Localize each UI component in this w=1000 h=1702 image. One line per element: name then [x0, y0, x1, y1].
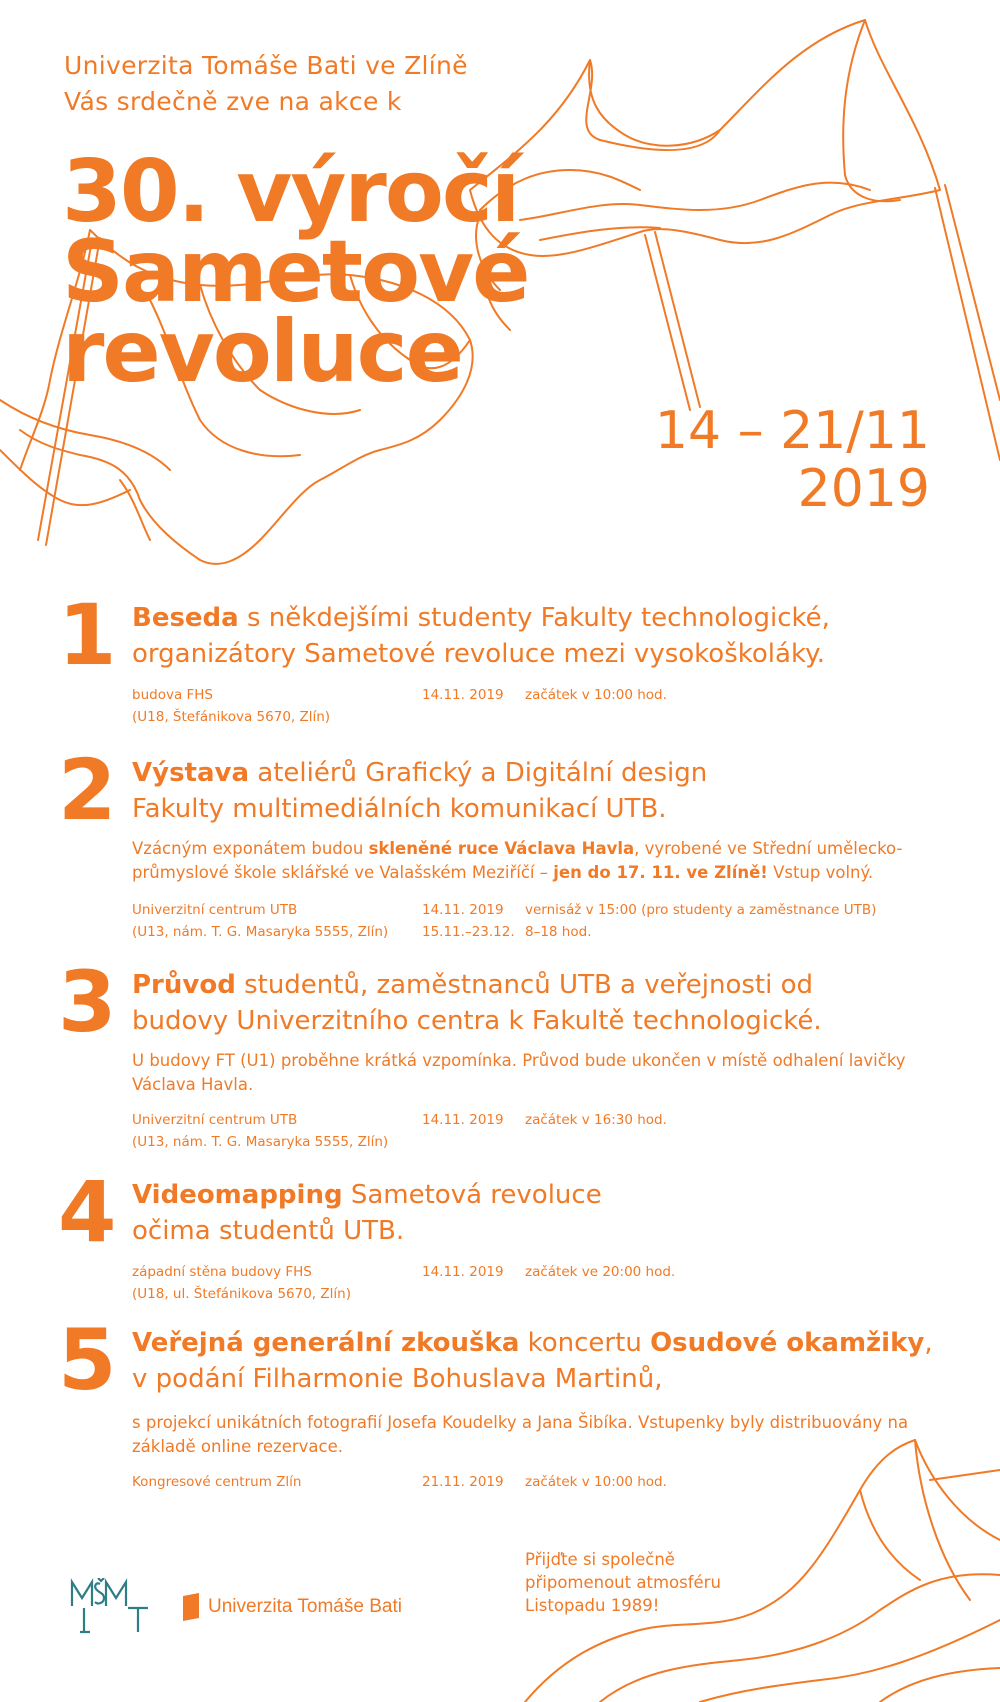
event-5	[58, 1311, 938, 1493]
event-heading-bold: Výstava	[132, 758, 250, 788]
utb-flag-logo-icon	[182, 1593, 200, 1621]
meta-row	[132, 1131, 938, 1153]
meta-time: začátek v 16:30 hod.	[525, 1112, 667, 1128]
meta-location: Univerzitní centrum UTB	[132, 902, 298, 918]
title-line-3: revoluce	[62, 302, 462, 402]
invitation-header	[64, 48, 468, 120]
meta-location: (U18, ul. Štefánikova 5670, Zlín)	[132, 1286, 351, 1302]
meta-date: 14.11. 2019	[422, 1264, 504, 1280]
event-heading-text-2: ,	[924, 1328, 933, 1358]
meta-time: 8–18 hod.	[525, 924, 592, 940]
event-number: 2	[58, 741, 117, 839]
event-heading-bold-2: Osudové okamžiky	[650, 1328, 925, 1358]
desc-text: , vyrobené ve Střední umělecko-průmyslové škole sklářské ve Valašském Meziříčí –	[132, 839, 903, 882]
meta-row	[132, 1261, 938, 1283]
meta-location: (U13, nám. T. G. Masaryka 5555, Zlín)	[132, 1134, 389, 1150]
event-heading-bold: Beseda	[132, 603, 239, 633]
meta-date: 14.11. 2019	[422, 902, 504, 918]
meta-date: 14.11. 2019	[422, 687, 504, 703]
event-number: 4	[58, 1163, 117, 1261]
meta-row	[132, 1471, 938, 1493]
closing-note-line-2: připomenout atmosféru	[525, 1573, 721, 1592]
event-heading-line2: organizátory Sametové revoluce mezi vysokoškoláky.	[132, 639, 826, 669]
meta-date: 21.11. 2019	[422, 1474, 504, 1490]
meta-row	[132, 1109, 938, 1131]
event-meta	[132, 1109, 938, 1153]
event-4	[58, 1163, 938, 1305]
event-meta	[132, 684, 938, 728]
event-heading	[132, 967, 938, 1039]
title-line-1: 30. výročí	[62, 142, 519, 242]
meta-time: začátek ve 20:00 hod.	[525, 1264, 676, 1280]
meta-location: Univerzitní centrum UTB	[132, 1112, 298, 1128]
event-heading-text: studentů, zaměstnanců UTB a veřejnosti od	[235, 970, 814, 1000]
event-dates	[655, 402, 930, 518]
event-heading-text: Sametová revoluce	[342, 1180, 602, 1210]
meta-row	[132, 921, 938, 943]
event-heading-bold: Videomapping	[132, 1180, 343, 1210]
event-heading	[132, 1325, 938, 1397]
event-heading-line2: v podání Filharmonie Bohuslava Martinů,	[132, 1364, 663, 1394]
meta-location: západní stěna budovy FHS	[132, 1264, 312, 1280]
event-heading	[132, 600, 938, 672]
event-2	[58, 741, 938, 943]
event-3	[58, 953, 938, 1153]
desc-bold: skleněné ruce Václava Havla	[368, 839, 635, 858]
desc-text: Vzácným exponátem budou	[132, 839, 369, 858]
event-heading-text: s někdejšími studenty Fakulty technologické,	[238, 603, 830, 633]
meta-date: 15.11.–23.12.	[422, 924, 515, 940]
page-title	[62, 142, 529, 402]
event-heading	[132, 1177, 938, 1249]
event-number: 3	[58, 953, 117, 1051]
event-heading-bold: Průvod	[132, 970, 236, 1000]
event-heading-line2: Fakulty multimediálních komunikací UTB.	[132, 794, 667, 824]
meta-location: budova FHS	[132, 687, 213, 703]
meta-location: (U13, nám. T. G. Masaryka 5555, Zlín)	[132, 924, 389, 940]
meta-time: začátek v 10:00 hod.	[525, 1474, 667, 1490]
invitation-line: Vás srdečně zve na akce k	[64, 87, 402, 116]
utb-logo-text: Univerzita Tomáše Bati	[208, 1596, 402, 1617]
meta-row	[132, 706, 938, 728]
meta-location: (U18, Štefánikova 5670, Zlín)	[132, 709, 331, 725]
event-number: 1	[58, 586, 117, 684]
event-heading	[132, 755, 938, 827]
event-number: 5	[58, 1311, 117, 1409]
title-line-2: Sametové	[62, 222, 529, 322]
event-description: U budovy FT (U1) proběhne krátká vzpomínka. Průvod bude ukončen v místě odhalení lavičky Václava Havla.	[132, 1051, 906, 1094]
event-heading-bold: Veřejná generální zkouška	[132, 1328, 520, 1358]
meta-date: 14.11. 2019	[422, 1112, 504, 1128]
closing-note-line-1: Přijďte si společně	[525, 1550, 675, 1569]
event-heading-line2: budovy Univerzitního centra k Fakultě technologické.	[132, 1006, 822, 1036]
meta-row	[132, 1283, 938, 1305]
event-1	[58, 586, 938, 728]
desc-text: Vstup volný.	[767, 863, 874, 882]
meta-row	[132, 899, 938, 921]
meta-time: vernisáž v 15:00 (pro studenty a zaměstnance UTB)	[525, 902, 877, 918]
utb-logo	[182, 1593, 402, 1621]
msmt-logo-icon	[70, 1578, 150, 1634]
meta-location: Kongresové centrum Zlín	[132, 1474, 302, 1490]
event-meta	[132, 1471, 938, 1493]
university-name: Univerzita Tomáše Bati ve Zlíně	[64, 51, 468, 80]
meta-time: začátek v 10:00 hod.	[525, 687, 667, 703]
event-description	[132, 837, 938, 885]
event-heading-text: ateliérů Grafický a Digitální design	[249, 758, 708, 788]
closing-note-line-3: Listopadu 1989!	[525, 1596, 660, 1615]
date-range: 14 – 21/11	[654, 401, 930, 461]
desc-bold: jen do 17. 11. ve Zlíně!	[553, 863, 768, 882]
closing-note	[525, 1548, 721, 1617]
event-meta	[132, 1261, 938, 1305]
meta-row	[132, 684, 938, 706]
event-description: s projekcí unikátních fotografií Josefa Koudelky a Jana Šibíka. Vstupenky byly distribuovány na základě online rezervace.	[132, 1413, 909, 1456]
event-meta	[132, 899, 938, 943]
event-heading-text: koncertu	[519, 1328, 651, 1358]
event-heading-line2: očima studentů UTB.	[132, 1216, 405, 1246]
date-year: 2019	[797, 459, 930, 519]
